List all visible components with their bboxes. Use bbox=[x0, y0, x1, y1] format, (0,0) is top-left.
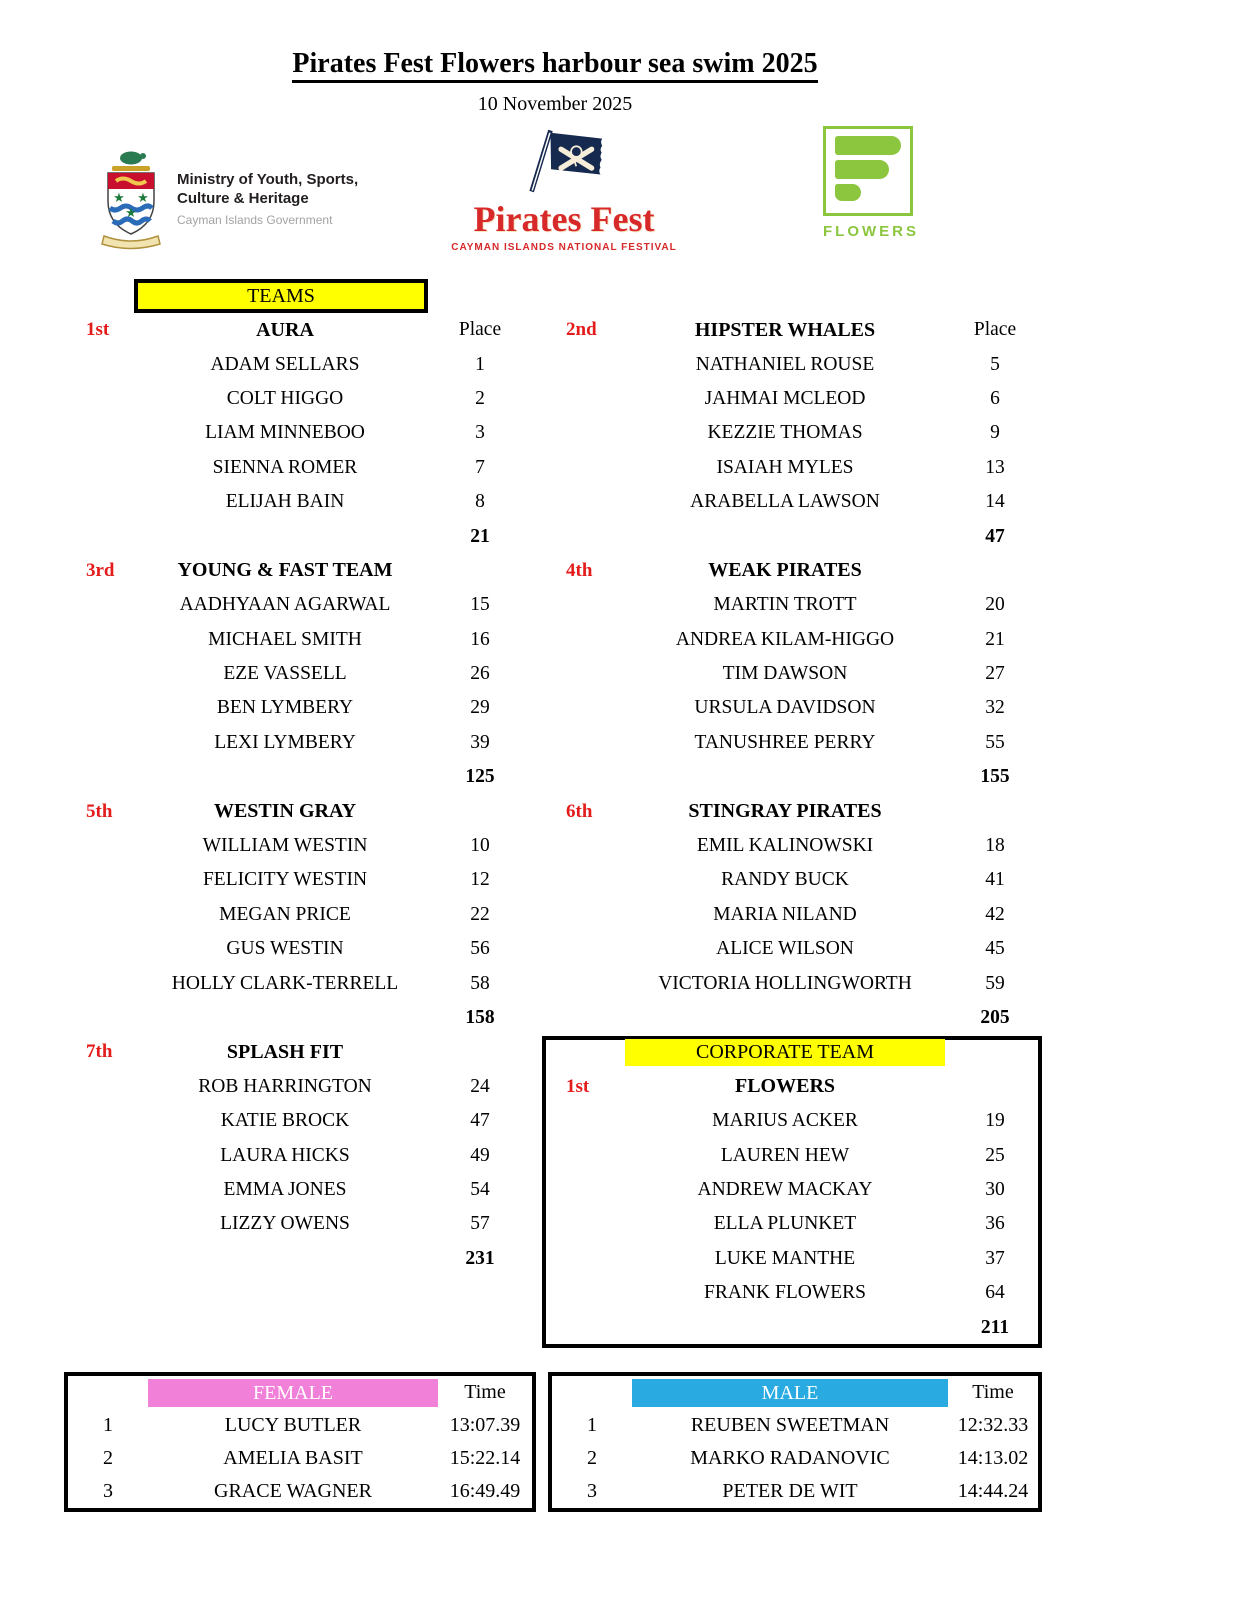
swimmer-row bbox=[560, 416, 1040, 450]
team-rank: 3rd bbox=[86, 559, 115, 581]
swimmer-place: 15 bbox=[470, 594, 490, 616]
result-time: 13:07.39 bbox=[449, 1414, 521, 1436]
swimmer-place: 55 bbox=[985, 731, 1005, 753]
team-header-row bbox=[80, 1035, 530, 1069]
team-name: SPLASH FIT bbox=[226, 1040, 344, 1063]
swimmer-row bbox=[560, 588, 1040, 622]
team-rank: 1st bbox=[86, 319, 110, 341]
swimmer-row bbox=[560, 966, 1040, 1000]
result-rank: 2 bbox=[587, 1447, 597, 1469]
swimmer-name: ANDREW MACKAY bbox=[697, 1178, 873, 1200]
swimmer-place: 21 bbox=[985, 628, 1005, 650]
team-total-row bbox=[80, 760, 530, 794]
team-total: 231 bbox=[465, 1247, 495, 1269]
swimmer-row bbox=[560, 382, 1040, 416]
pirates-fest-subtitle: CAYMAN ISLANDS NATIONAL FESTIVAL bbox=[451, 242, 677, 253]
ministry-line1: Ministry of Youth, Sports, bbox=[177, 170, 359, 188]
swimmer-row bbox=[80, 347, 530, 381]
teams-right-column bbox=[560, 313, 1040, 1345]
swimmer-row bbox=[560, 898, 1040, 932]
swimmer-row bbox=[560, 1276, 1040, 1310]
swimmer-name: LIAM MINNEBOO bbox=[205, 422, 365, 444]
swimmer-name: EMIL KALINOWSKI bbox=[696, 835, 874, 857]
event-date: 10 November 2025 bbox=[477, 93, 633, 115]
swimmer-place: 58 bbox=[470, 972, 490, 994]
swimmer-name: RANDY BUCK bbox=[721, 869, 849, 891]
swimmer-row bbox=[560, 1173, 1040, 1207]
flowers-logo bbox=[823, 126, 919, 240]
team-rank: 1st bbox=[566, 1075, 590, 1097]
female-results-table bbox=[64, 1372, 536, 1512]
place-header: Place bbox=[973, 319, 1017, 341]
swimmer-place: 41 bbox=[985, 869, 1005, 891]
ministry-line3: Cayman Islands Government bbox=[177, 212, 333, 227]
swimmer-place: 9 bbox=[990, 422, 1000, 444]
team-total-row bbox=[80, 1001, 530, 1035]
swimmer-row bbox=[560, 485, 1040, 519]
swimmer-name: FELICITY WESTIN bbox=[202, 869, 368, 891]
swimmer-place: 24 bbox=[470, 1075, 490, 1097]
result-name: LUCY BUTLER bbox=[224, 1414, 362, 1436]
swimmer-name: LIZZY OWENS bbox=[220, 1213, 350, 1235]
team-rank: 5th bbox=[86, 800, 113, 822]
swimmer-place: 47 bbox=[470, 1110, 490, 1132]
swimmer-place: 12 bbox=[470, 869, 490, 891]
swimmer-row bbox=[560, 863, 1040, 897]
result-name: GRACE WAGNER bbox=[214, 1480, 372, 1502]
time-header: Time bbox=[972, 1381, 1014, 1403]
team-name: FLOWERS bbox=[734, 1075, 836, 1098]
male-header-row bbox=[552, 1376, 1038, 1409]
svg-text:★: ★ bbox=[137, 190, 149, 205]
swimmer-place: 2 bbox=[475, 387, 485, 409]
swimmer-row bbox=[80, 657, 530, 691]
team-rank: 7th bbox=[86, 1041, 113, 1063]
team-header-row bbox=[560, 794, 1040, 828]
team-rank: 6th bbox=[566, 800, 593, 822]
result-time: 12:32.33 bbox=[957, 1414, 1029, 1436]
swimmer-row bbox=[80, 485, 530, 519]
result-time: 15:22.14 bbox=[449, 1447, 521, 1469]
team-rank: 4th bbox=[566, 559, 593, 581]
swimmer-row bbox=[80, 726, 530, 760]
swimmer-place: 30 bbox=[985, 1178, 1005, 1200]
swimmer-place: 10 bbox=[470, 835, 490, 857]
corporate-header-row bbox=[560, 1035, 1040, 1069]
swimmer-name: ELLA PLUNKET bbox=[713, 1213, 857, 1235]
swimmer-row bbox=[80, 863, 530, 897]
flowers-f-icon bbox=[823, 126, 913, 216]
result-row bbox=[68, 1442, 532, 1475]
team-header-row bbox=[560, 1070, 1040, 1104]
swimmer-name: KATIE BROCK bbox=[220, 1110, 350, 1132]
swimmer-row bbox=[560, 1104, 1040, 1138]
swimmer-name: ANDREA KILAM-HIGGO bbox=[675, 628, 895, 650]
swimmer-row bbox=[560, 1242, 1040, 1276]
pirate-flag-icon bbox=[514, 128, 614, 194]
swimmer-place: 22 bbox=[470, 903, 490, 925]
swimmer-place: 8 bbox=[475, 491, 485, 513]
page-title: Pirates Fest Flowers harbour sea swim 2025 bbox=[0, 48, 1110, 80]
swimmer-row bbox=[560, 829, 1040, 863]
swimmer-place: 6 bbox=[990, 387, 1000, 409]
swimmer-row bbox=[80, 898, 530, 932]
team-header-row bbox=[560, 554, 1040, 588]
team-total-row bbox=[560, 1001, 1040, 1035]
swimmer-place: 19 bbox=[985, 1110, 1005, 1132]
swimmer-row bbox=[80, 1070, 530, 1104]
result-name: MARKO RADANOVIC bbox=[690, 1447, 890, 1469]
swimmer-row bbox=[560, 932, 1040, 966]
swimmer-place: 32 bbox=[985, 697, 1005, 719]
swimmer-row bbox=[560, 1138, 1040, 1172]
swimmer-row bbox=[80, 932, 530, 966]
swimmer-name: MEGAN PRICE bbox=[219, 903, 351, 925]
swimmer-row bbox=[560, 347, 1040, 381]
swimmer-row bbox=[80, 382, 530, 416]
swimmer-name: LUKE MANTHE bbox=[714, 1247, 856, 1269]
ministry-line2: Culture & Heritage bbox=[177, 189, 309, 207]
team-total: 205 bbox=[980, 1007, 1010, 1028]
swimmer-place: 49 bbox=[470, 1144, 490, 1166]
swimmer-name: URSULA DAVIDSON bbox=[694, 697, 876, 719]
swimmer-name: ADAM SELLARS bbox=[210, 353, 360, 375]
result-time: 14:44.24 bbox=[957, 1480, 1029, 1502]
swimmer-name: FRANK FLOWERS bbox=[704, 1282, 866, 1304]
swimmer-name: JAHMAI MCLEOD bbox=[704, 387, 866, 409]
swimmer-name: NATHANIEL ROUSE bbox=[695, 353, 875, 375]
swimmer-row bbox=[80, 623, 530, 657]
swimmer-row bbox=[80, 588, 530, 622]
team-total-row bbox=[560, 1310, 1040, 1344]
swimmer-row bbox=[80, 691, 530, 725]
swimmer-place: 27 bbox=[985, 663, 1005, 685]
swimmer-row bbox=[80, 1104, 530, 1138]
swimmer-place: 13 bbox=[985, 456, 1005, 478]
swimmer-row bbox=[80, 1207, 530, 1241]
swimmer-name: LEXI LYMBERY bbox=[214, 731, 356, 753]
swimmer-name: EZE VASSELL bbox=[223, 663, 347, 685]
result-row bbox=[68, 1475, 532, 1508]
swimmer-name: LAURA HICKS bbox=[220, 1144, 350, 1166]
swimmer-place: 25 bbox=[985, 1144, 1005, 1166]
team-header-row bbox=[80, 554, 530, 588]
team-rank: 2nd bbox=[566, 319, 597, 341]
result-name: REUBEN SWEETMAN bbox=[690, 1414, 890, 1436]
swimmer-row bbox=[80, 829, 530, 863]
swimmer-name: GUS WESTIN bbox=[226, 938, 344, 960]
svg-text:★: ★ bbox=[125, 205, 137, 220]
team-name: WEAK PIRATES bbox=[708, 559, 862, 582]
result-rank: 3 bbox=[103, 1480, 113, 1502]
male-header: MALE bbox=[632, 1379, 948, 1407]
swimmer-place: 54 bbox=[470, 1178, 490, 1200]
swimmer-name: ISAIAH MYLES bbox=[716, 456, 854, 478]
swimmer-row bbox=[560, 1207, 1040, 1241]
result-rank: 2 bbox=[103, 1447, 113, 1469]
female-header: FEMALE bbox=[148, 1379, 438, 1407]
swimmer-name: COLT HIGGO bbox=[226, 387, 344, 409]
swimmer-place: 36 bbox=[985, 1213, 1005, 1235]
swimmer-place: 16 bbox=[470, 628, 490, 650]
swimmer-name: LAUREN HEW bbox=[720, 1144, 850, 1166]
flowers-wordmark: FLOWERS bbox=[823, 223, 919, 240]
swimmer-place: 59 bbox=[985, 972, 1005, 994]
swimmer-name: HOLLY CLARK-TERRELL bbox=[171, 972, 399, 994]
swimmer-place: 18 bbox=[985, 835, 1005, 857]
swimmer-name: ARABELLA LAWSON bbox=[690, 491, 880, 513]
team-name: YOUNG & FAST TEAM bbox=[177, 559, 393, 582]
teams-section-header: TEAMS bbox=[134, 279, 428, 313]
team-total-row bbox=[80, 1242, 530, 1276]
svg-text:★: ★ bbox=[113, 190, 125, 205]
swimmer-name: BEN LYMBERY bbox=[216, 697, 354, 719]
swimmer-place: 14 bbox=[985, 491, 1005, 513]
swimmer-place: 64 bbox=[985, 1282, 1005, 1304]
swimmer-row bbox=[560, 623, 1040, 657]
cayman-coat-of-arms-icon bbox=[98, 146, 164, 250]
swimmer-name: TIM DAWSON bbox=[722, 663, 848, 685]
team-total: 21 bbox=[470, 525, 490, 547]
swimmer-place: 20 bbox=[985, 594, 1005, 616]
swimmer-place: 37 bbox=[985, 1247, 1005, 1269]
swimmer-name: MARIUS ACKER bbox=[712, 1110, 858, 1132]
result-rank: 3 bbox=[587, 1480, 597, 1502]
male-results-table bbox=[548, 1372, 1042, 1512]
swimmer-row bbox=[560, 726, 1040, 760]
result-row bbox=[68, 1409, 532, 1442]
team-total: 47 bbox=[985, 525, 1005, 547]
teams-left-column bbox=[80, 313, 530, 1276]
swimmer-name: VICTORIA HOLLINGWORTH bbox=[658, 972, 912, 994]
result-row bbox=[552, 1409, 1038, 1442]
ministry-logo bbox=[98, 146, 358, 250]
ministry-text bbox=[177, 170, 358, 227]
swimmer-name: KEZZIE THOMAS bbox=[707, 422, 863, 444]
pirates-fest-wordmark: Pirates Fest bbox=[473, 199, 655, 239]
swimmer-row bbox=[80, 416, 530, 450]
result-rank: 1 bbox=[587, 1414, 597, 1436]
swimmer-row bbox=[80, 966, 530, 1000]
swimmer-name: ELIJAH BAIN bbox=[225, 491, 345, 513]
swimmer-name: MARTIN TROTT bbox=[713, 594, 857, 616]
swimmer-place: 39 bbox=[470, 731, 490, 753]
swimmer-row bbox=[80, 1138, 530, 1172]
swimmer-place: 57 bbox=[470, 1213, 490, 1235]
team-total: 211 bbox=[980, 1316, 1010, 1338]
swimmer-name: MARIA NILAND bbox=[713, 903, 857, 925]
swimmer-name: AADHYAAN AGARWAL bbox=[179, 594, 391, 616]
swimmer-place: 56 bbox=[470, 938, 490, 960]
swimmer-place: 26 bbox=[470, 663, 490, 685]
swimmer-place: 3 bbox=[475, 422, 485, 444]
swimmer-name: SIENNA ROMER bbox=[212, 456, 358, 478]
corporate-team-header: CORPORATE TEAM bbox=[625, 1039, 945, 1066]
swimmer-row bbox=[560, 451, 1040, 485]
swimmer-place: 1 bbox=[475, 353, 485, 375]
team-total: 125 bbox=[465, 766, 495, 788]
team-name: AURA bbox=[256, 318, 314, 341]
team-name: STINGRAY PIRATES bbox=[688, 800, 882, 823]
female-header-row bbox=[68, 1376, 532, 1409]
swimmer-name: TANUSHREE PERRY bbox=[694, 731, 876, 753]
swimmer-place: 45 bbox=[985, 938, 1005, 960]
result-rank: 1 bbox=[103, 1414, 113, 1436]
team-total-row bbox=[560, 760, 1040, 794]
result-time: 14:13.02 bbox=[957, 1447, 1029, 1469]
result-time: 16:49.49 bbox=[449, 1480, 521, 1502]
team-total-row bbox=[560, 519, 1040, 553]
time-header: Time bbox=[464, 1381, 506, 1403]
team-name: HIPSTER WHALES bbox=[694, 318, 876, 341]
team-total: 155 bbox=[980, 766, 1010, 788]
swimmer-place: 5 bbox=[990, 353, 1000, 375]
result-name: PETER DE WIT bbox=[722, 1480, 858, 1502]
swimmer-place: 42 bbox=[985, 903, 1005, 925]
swimmer-row bbox=[560, 657, 1040, 691]
swimmer-place: 7 bbox=[475, 456, 485, 478]
swimmer-row bbox=[80, 451, 530, 485]
place-header: Place bbox=[458, 319, 502, 341]
team-total-row bbox=[80, 519, 530, 553]
result-row bbox=[552, 1475, 1038, 1508]
swimmer-row bbox=[80, 1173, 530, 1207]
swimmer-row bbox=[560, 691, 1040, 725]
swimmer-name: WILLIAM WESTIN bbox=[202, 835, 368, 857]
swimmer-name: MICHAEL SMITH bbox=[208, 628, 362, 650]
team-header-row bbox=[80, 313, 530, 347]
result-row bbox=[552, 1442, 1038, 1475]
result-name: AMELIA BASIT bbox=[223, 1447, 363, 1469]
swimmer-name: ALICE WILSON bbox=[716, 938, 854, 960]
swimmer-place: 29 bbox=[470, 697, 490, 719]
team-header-row bbox=[560, 313, 1040, 347]
pirates-fest-logo bbox=[444, 128, 684, 253]
swimmer-name: EMMA JONES bbox=[223, 1178, 347, 1200]
swimmer-name: ROB HARRINGTON bbox=[198, 1075, 372, 1097]
team-name: WESTIN GRAY bbox=[213, 800, 357, 823]
team-header-row bbox=[80, 794, 530, 828]
team-total: 158 bbox=[465, 1007, 495, 1028]
